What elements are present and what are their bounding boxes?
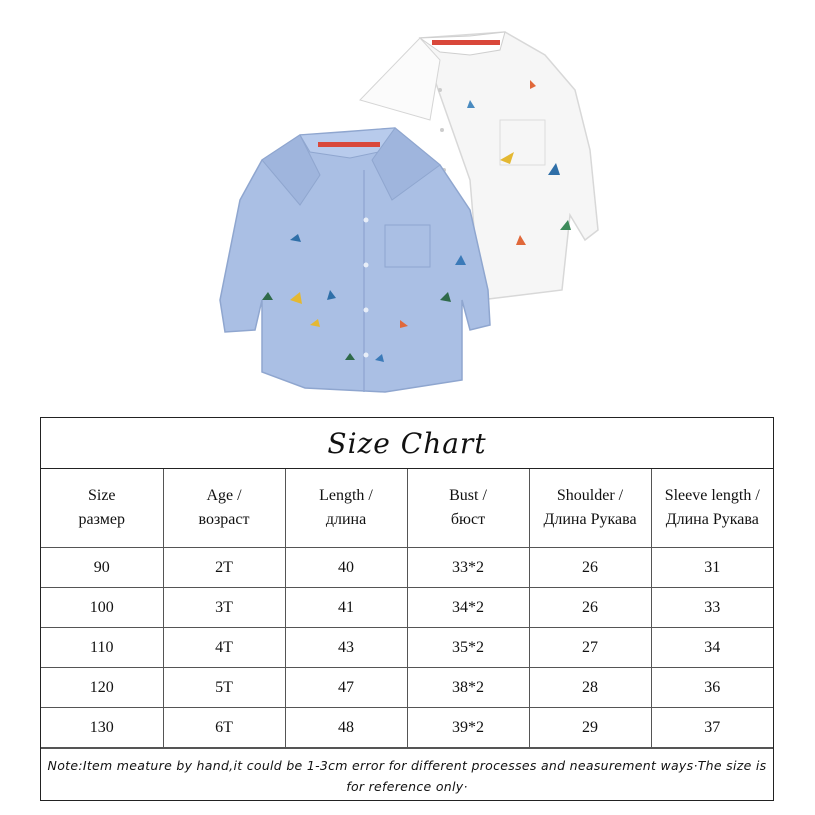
product-photo xyxy=(0,0,815,405)
cell-length: 48 xyxy=(285,708,407,748)
table-header-row xyxy=(41,469,773,548)
cell-length: 40 xyxy=(285,548,407,588)
size-table xyxy=(41,469,773,748)
table-row xyxy=(41,708,773,748)
header-sleeve-length: Sleeve length / Длина Рукава xyxy=(651,469,773,548)
cell-age: 5T xyxy=(163,668,285,708)
table-row xyxy=(41,668,773,708)
cell-age: 4T xyxy=(163,628,285,668)
size-chart xyxy=(40,417,774,801)
header-age: Age / возраст xyxy=(163,469,285,548)
cell-size: 130 xyxy=(41,708,163,748)
header-bust: Bust / бюст xyxy=(407,469,529,548)
cell-sleeve-length: 37 xyxy=(651,708,773,748)
cell-shoulder: 29 xyxy=(529,708,651,748)
cell-shoulder: 26 xyxy=(529,548,651,588)
shirts-illustration xyxy=(0,0,815,405)
cell-size: 120 xyxy=(41,668,163,708)
blue-shirt-image xyxy=(220,128,490,392)
cell-sleeve-length: 31 xyxy=(651,548,773,588)
cell-size: 110 xyxy=(41,628,163,668)
cell-length: 41 xyxy=(285,588,407,628)
table-row xyxy=(41,548,773,588)
header-length: Length / длина xyxy=(285,469,407,548)
header-shoulder: Shoulder / Длина Рукава xyxy=(529,469,651,548)
cell-bust: 39*2 xyxy=(407,708,529,748)
size-chart-title: Size Chart xyxy=(41,418,773,469)
cell-bust: 33*2 xyxy=(407,548,529,588)
cell-age: 6T xyxy=(163,708,285,748)
cell-bust: 38*2 xyxy=(407,668,529,708)
cell-age: 3T xyxy=(163,588,285,628)
collar-trim xyxy=(318,142,380,147)
cell-size: 100 xyxy=(41,588,163,628)
table-row xyxy=(41,628,773,668)
cell-sleeve-length: 33 xyxy=(651,588,773,628)
cell-bust: 35*2 xyxy=(407,628,529,668)
cell-length: 43 xyxy=(285,628,407,668)
cell-length: 47 xyxy=(285,668,407,708)
cell-sleeve-length: 34 xyxy=(651,628,773,668)
collar-trim xyxy=(432,40,500,45)
cell-shoulder: 26 xyxy=(529,588,651,628)
table-row xyxy=(41,588,773,628)
measurement-note: Note:Item meature by hand,it could be 1-3cm error for different processes and neasurement ways·The size is for reference only· xyxy=(41,748,773,803)
cell-age: 2T xyxy=(163,548,285,588)
cell-sleeve-length: 36 xyxy=(651,668,773,708)
cell-size: 90 xyxy=(41,548,163,588)
cell-shoulder: 27 xyxy=(529,628,651,668)
cell-bust: 34*2 xyxy=(407,588,529,628)
cell-shoulder: 28 xyxy=(529,668,651,708)
header-size: Size размер xyxy=(41,469,163,548)
